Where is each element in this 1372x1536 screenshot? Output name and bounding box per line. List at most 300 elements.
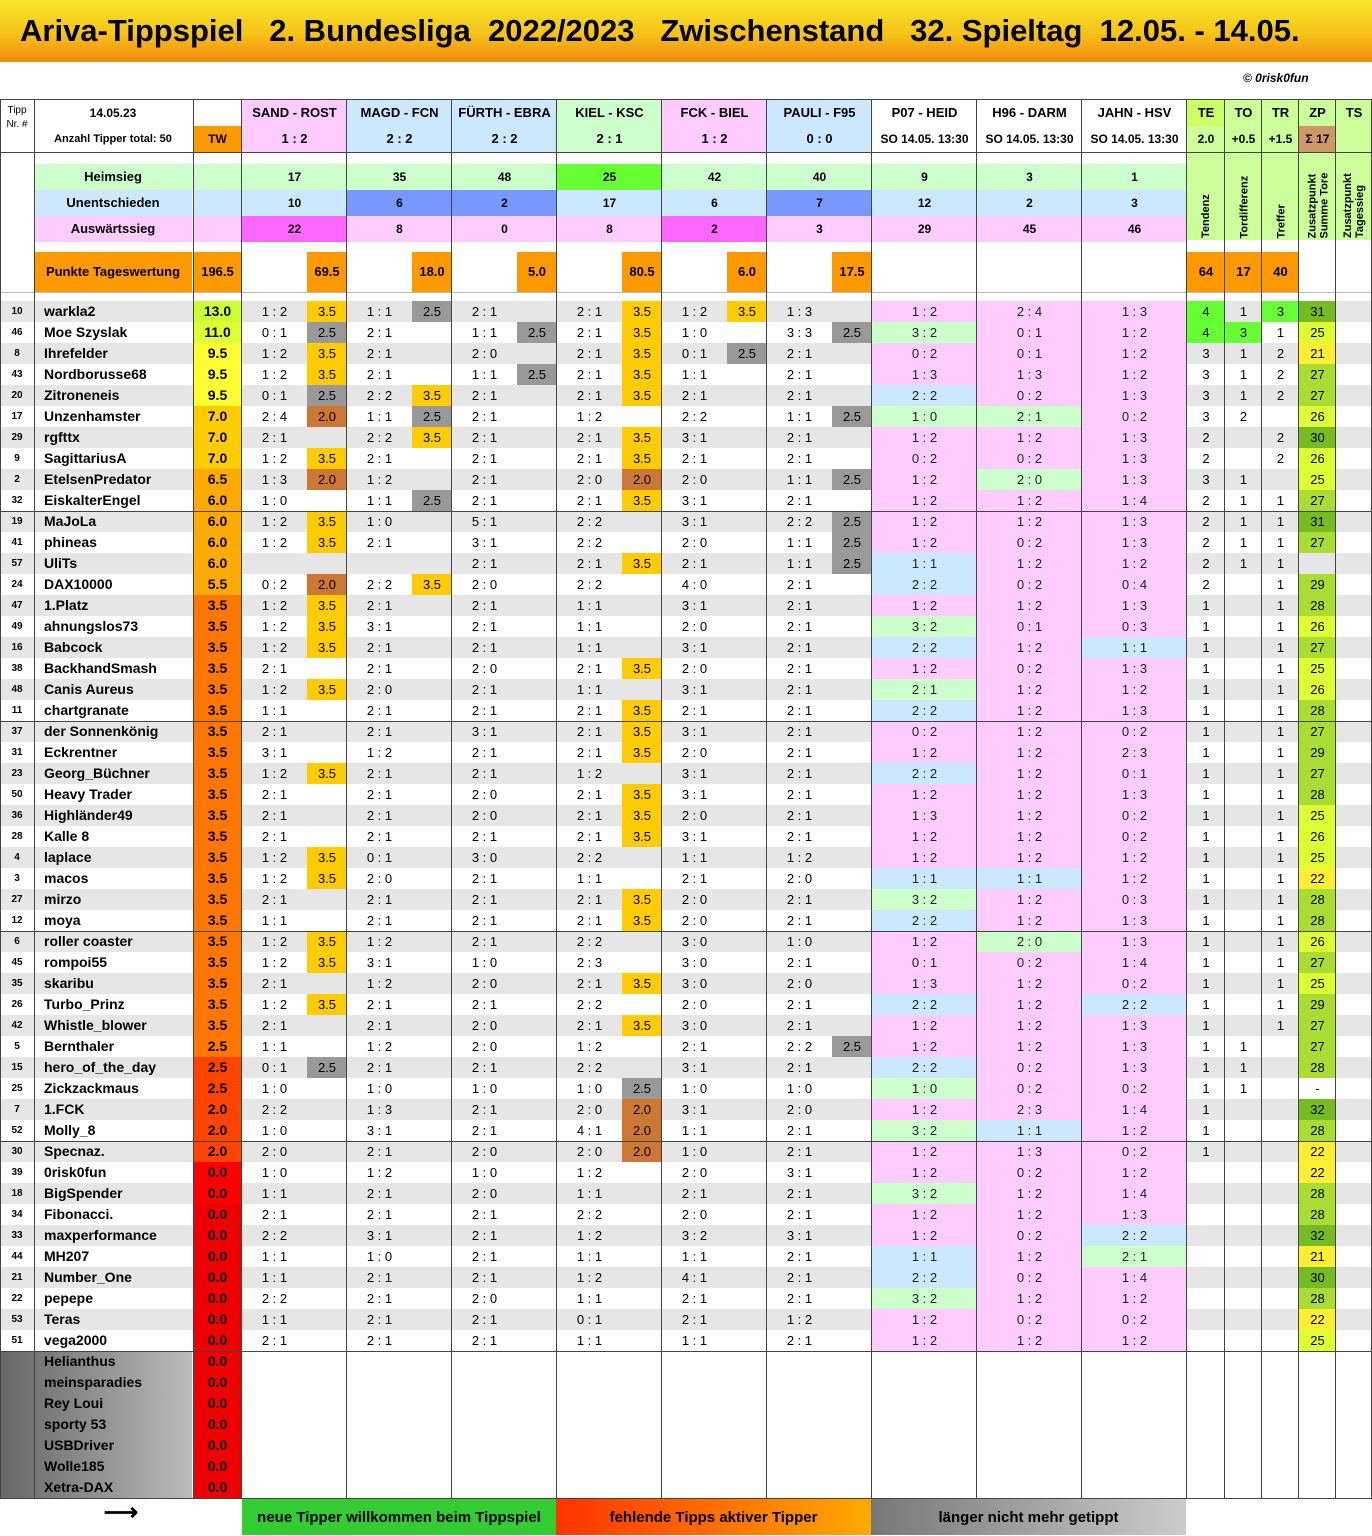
tipper-tip: 2 : 1	[786, 766, 813, 781]
tipper-tip: 1 : 0	[366, 514, 393, 529]
tipper-tip: 2 : 1	[366, 1060, 393, 1075]
tipper-tip: 1 : 2	[977, 1183, 1082, 1204]
tipper-tip: 2 : 1	[786, 682, 813, 697]
tipper-tip: 2 : 2	[872, 1267, 977, 1288]
tipper-tr	[1262, 1309, 1299, 1330]
tipper-tip: 2 : 1	[471, 388, 498, 403]
tipper-tr: 1	[1276, 598, 1285, 613]
tipper-tip: 0 : 2	[977, 658, 1082, 679]
tipper-tip: 1 : 2	[872, 511, 977, 532]
tipper-zp: 28	[1299, 1288, 1336, 1309]
tipper-tip: 2 : 1	[786, 997, 813, 1012]
stat-draw-0: 10	[242, 190, 347, 216]
tipper-nr: 48	[11, 684, 23, 695]
tipper-tip: 2 : 1	[786, 892, 813, 907]
tipper-tr: 1	[1276, 577, 1285, 592]
tipper-points: 3.5	[412, 427, 452, 448]
tipper-tip: 0 : 2	[1082, 406, 1187, 427]
tipper-tip	[242, 1351, 307, 1372]
tipper-tr	[1262, 1183, 1299, 1204]
tipper-tip	[452, 1351, 517, 1372]
tipper-tip	[347, 1414, 412, 1435]
tipper-points: 2.0	[307, 469, 347, 490]
tipper-tip	[242, 1393, 307, 1414]
tipper-tw: 2.5	[194, 1057, 241, 1078]
tipper-tw: 3.5	[194, 931, 241, 952]
tipper-tip: 1 : 4	[1082, 1183, 1187, 1204]
tipper-tip: 2 : 1	[366, 892, 393, 907]
tipper-zp: 28	[1299, 784, 1336, 805]
tipper-tip: 0 : 1	[261, 1060, 288, 1075]
tipper-tw: 0.0	[194, 1351, 241, 1372]
tipper-tr: 2	[1276, 367, 1285, 382]
tipper-tip: 0 : 2	[1082, 805, 1187, 826]
grid-line	[1298, 99, 1299, 1498]
tipper-to: 1	[1239, 367, 1248, 382]
tipper-tip: 2 : 0	[471, 976, 498, 991]
tipper-te	[1187, 1267, 1225, 1288]
tipper-nr: 49	[11, 621, 23, 632]
tipper-te: 1	[1202, 955, 1210, 970]
tipper-nr	[0, 1435, 34, 1456]
tipper-to	[1225, 1288, 1262, 1309]
tipper-tw: 6.0	[194, 511, 241, 532]
tipper-tip: 2 : 2	[1082, 994, 1187, 1015]
tipper-tip: 1 : 3	[1082, 784, 1187, 805]
tipper-tip	[452, 1372, 517, 1393]
tipper-tip: 1 : 0	[471, 1081, 498, 1096]
grid-line	[0, 931, 1372, 932]
tipper-points: 3.5	[622, 490, 662, 511]
tipper-te: 4	[1187, 322, 1225, 343]
tipper-tip: 2 : 1	[786, 430, 813, 445]
tipper-tip: 2 : 1	[576, 745, 603, 760]
tipper-tip: 1 : 2	[261, 598, 288, 613]
tipper-tip: 1 : 1	[261, 1039, 288, 1054]
tipper-tip: 2 : 1	[261, 787, 288, 802]
tipper-tip: 1 : 2	[977, 700, 1082, 721]
tipper-points: 2.0	[622, 1099, 662, 1120]
tipper-tip	[347, 1351, 412, 1372]
tipper-nr: 15	[11, 1062, 23, 1073]
tipper-points: 3.5	[307, 343, 347, 364]
tipper-nr	[0, 1477, 34, 1498]
tipper-tip: 1 : 0	[366, 1081, 393, 1096]
tipper-name: Wolle185	[44, 1458, 105, 1474]
tipper-tip: 2 : 1	[471, 640, 498, 655]
tipper-tip: 2 : 1	[786, 619, 813, 634]
tipper-tip: 2 : 1	[471, 598, 498, 613]
tipper-zp: 29	[1299, 994, 1336, 1015]
tipper-tr: 1	[1276, 682, 1285, 697]
tipper-tip: 2 : 1	[471, 304, 498, 319]
tipper-tip: 2 : 1	[471, 766, 498, 781]
tipper-tip: 2 : 1	[471, 472, 498, 487]
tipper-tip: 3 : 1	[366, 955, 393, 970]
tipper-tip: 2 : 1	[786, 808, 813, 823]
tipper-points: 3.5	[622, 889, 662, 910]
tipper-tip: 2 : 2	[872, 910, 977, 931]
tipper-tip: 1 : 2	[977, 553, 1082, 574]
tipper-points: 2.5	[307, 385, 347, 406]
tipper-to	[1225, 994, 1262, 1015]
tipper-tw: 3.5	[194, 763, 241, 784]
tipper-nr: 41	[11, 537, 23, 548]
tipper-tw: 3.5	[194, 826, 241, 847]
tipper-tip: 2 : 2	[576, 1207, 603, 1222]
tipper-tw: 3.5	[194, 868, 241, 889]
tipper-tip: 1 : 2	[366, 1165, 393, 1180]
tipper-nr: 25	[11, 1083, 23, 1094]
tipper-tr: 2	[1276, 430, 1285, 445]
tipper-tip: 1 : 1	[576, 598, 603, 613]
tipper-tw: 0.0	[194, 1372, 241, 1393]
tipper-te	[1187, 1309, 1225, 1330]
tipper-zp: 26	[1299, 826, 1336, 847]
tipper-tip: 2 : 1	[471, 493, 498, 508]
tipper-tip: 2 : 1	[786, 1123, 813, 1138]
tipper-tip: 2 : 1	[786, 1207, 813, 1222]
tipper-nr: 18	[11, 1188, 23, 1199]
tipper-name: hero_of_the_day	[44, 1059, 157, 1075]
tipper-tip: 2 : 1	[261, 661, 288, 676]
tipper-nr: 44	[11, 1251, 23, 1262]
tipper-tip: 0 : 1	[1082, 763, 1187, 784]
tipper-tip: 0 : 3	[1082, 616, 1187, 637]
tipper-nr: 20	[11, 390, 23, 401]
extra-sub-0: 2.0	[1187, 126, 1225, 152]
tipper-tip: 0 : 2	[977, 574, 1082, 595]
tipper-tip: 2 : 1	[786, 640, 813, 655]
tipper-to	[1225, 1099, 1262, 1120]
tipper-tip: 2 : 0	[681, 1207, 708, 1222]
tipper-tip: 2 : 0	[576, 1144, 603, 1159]
tipper-tip	[767, 1414, 832, 1435]
tipper-tip: 1 : 2	[977, 511, 1082, 532]
tipper-tip: 3 : 3	[786, 325, 813, 340]
tipper-te	[1187, 1204, 1225, 1225]
tipper-tip: 2 : 1	[576, 556, 603, 571]
tipper-tip: 2 : 1	[471, 1060, 498, 1075]
tipper-tip: 0 : 2	[977, 385, 1082, 406]
tipper-tip: 2 : 1	[786, 955, 813, 970]
tipper-nr: 33	[11, 1230, 23, 1241]
tipper-tip: 2 : 1	[471, 1333, 498, 1348]
tipper-points: 2.5	[307, 1057, 347, 1078]
tipper-tip: 1 : 2	[576, 1165, 603, 1180]
tipper-tip: 1 : 2	[872, 847, 977, 868]
tipper-nr: 2	[14, 474, 20, 485]
tipper-tip: 0 : 2	[977, 1267, 1082, 1288]
tipper-to	[1225, 1225, 1262, 1246]
header-date: 14.05.23	[89, 106, 137, 120]
tipper-tip: 1 : 2	[261, 934, 288, 949]
tipper-name: Highländer49	[44, 807, 133, 823]
match-points-1: 18.0	[412, 252, 452, 292]
tipper-zp: 25	[1299, 658, 1336, 679]
stat-home-3: 25	[557, 164, 662, 190]
tipper-tip: 1 : 2	[576, 1039, 603, 1054]
tipper-tip: 2 : 2	[576, 514, 603, 529]
tipper-tip	[662, 1477, 727, 1498]
tipper-points: 3.5	[622, 742, 662, 763]
tipper-tip: 3 : 1	[681, 724, 708, 739]
tipper-tip: 4 : 0	[681, 577, 708, 592]
tipper-tip: 2 : 0	[681, 535, 708, 550]
match-result-3: 2 : 1	[557, 126, 662, 152]
tipper-tip: 1 : 2	[977, 1288, 1082, 1309]
legend	[0, 1498, 1372, 1535]
grid-line	[0, 152, 1372, 153]
tipper-tip: 1 : 1	[786, 556, 813, 571]
tipper-tw: 3.5	[194, 742, 241, 763]
tipper-tip: 1 : 1	[261, 1186, 288, 1201]
grid-line	[0, 292, 1372, 293]
extra-desc-1: Tordifferenz	[1237, 175, 1250, 238]
tipper-points: 3.5	[622, 343, 662, 364]
tipper-points: 2.5	[832, 511, 872, 532]
tipper-tip: 2 : 1	[576, 829, 603, 844]
tipper-tip: 2 : 1	[471, 1207, 498, 1222]
tipper-tip: 0 : 2	[977, 1309, 1082, 1330]
tipper-tip: 2 : 2	[576, 577, 603, 592]
tipper-tip	[767, 1456, 832, 1477]
grid-line	[346, 99, 347, 1498]
tipper-name: 1.Platz	[44, 597, 89, 613]
tipper-tip: 0 : 2	[1082, 1078, 1187, 1099]
tipper-tip: 3 : 0	[471, 850, 498, 865]
tipper-to	[1225, 1120, 1262, 1141]
tipper-tip: 2 : 1	[786, 1060, 813, 1075]
tipper-tip: 2 : 0	[471, 787, 498, 802]
tipper-te	[1187, 1225, 1225, 1246]
tipper-tr	[1262, 1372, 1299, 1393]
tipper-tip: 3 : 1	[471, 535, 498, 550]
tipper-points: 2.5	[832, 406, 872, 427]
stat-away-1: 8	[347, 216, 452, 242]
tipper-tip: 2 : 0	[471, 1039, 498, 1054]
tipper-tip	[662, 1456, 727, 1477]
tipper-tip	[977, 1435, 1082, 1456]
tipper-to	[1225, 1183, 1262, 1204]
tipper-te: 2	[1202, 577, 1210, 592]
tipper-zp: 27	[1299, 385, 1336, 406]
tipper-tw: 9.5	[194, 364, 241, 385]
tipper-tip: 1 : 2	[261, 871, 288, 886]
tipper-tip: 1 : 1	[872, 553, 977, 574]
tipper-te: 1	[1202, 892, 1210, 907]
tipper-tip	[1082, 1456, 1187, 1477]
tipper-tip: 2 : 1	[261, 1207, 288, 1222]
tipper-tip: 1 : 2	[261, 367, 288, 382]
tipper-tip: 4 : 1	[576, 1123, 603, 1138]
tipper-tip: 1 : 2	[261, 619, 288, 634]
tipper-tip: 1 : 4	[1082, 1267, 1187, 1288]
tipper-tip: 2 : 0	[681, 619, 708, 634]
tipper-points: 3.5	[622, 553, 662, 574]
tipper-tip: 2 : 2	[366, 430, 393, 445]
tipper-tip: 2 : 1	[471, 451, 498, 466]
tipper-tip	[872, 1477, 977, 1498]
tipper-tw: 0.0	[194, 1456, 241, 1477]
tipper-tip: 1 : 2	[872, 1204, 977, 1225]
tipper-tw: 0.0	[194, 1414, 241, 1435]
tipper-tip: 2 : 1	[366, 829, 393, 844]
tipper-tip: 2 : 0	[977, 931, 1082, 952]
tipper-points: 3.5	[622, 826, 662, 847]
tipper-tip: 0 : 1	[576, 1312, 603, 1327]
tipper-tip: 2 : 2	[681, 409, 708, 424]
tipper-zp: 27	[1299, 364, 1336, 385]
tipper-tip: 1 : 2	[977, 910, 1082, 931]
tipper-zp: 28	[1299, 1120, 1336, 1141]
tipper-zp: 27	[1299, 532, 1336, 553]
tipper-tip: 1 : 2	[1082, 364, 1187, 385]
tipper-name: Zitroneneis	[44, 387, 120, 403]
tipper-tip: 2 : 0	[471, 661, 498, 676]
tipper-tip: 2 : 2	[576, 1060, 603, 1075]
tipper-tw: 0.0	[194, 1267, 241, 1288]
tipper-zp: 27	[1299, 721, 1336, 742]
tipper-nr: 43	[11, 369, 23, 380]
tipper-tip: 3 : 1	[681, 598, 708, 613]
tipper-nr: 32	[11, 495, 23, 506]
tipper-tip	[662, 1372, 727, 1393]
tipper-te: 1	[1202, 976, 1210, 991]
tipper-zp	[1299, 1456, 1336, 1477]
tipper-tip: 1 : 2	[977, 1204, 1082, 1225]
tipper-tip: 2 : 0	[471, 1144, 498, 1159]
tipper-tip: 1 : 2	[261, 850, 288, 865]
tipper-tip: 2 : 1	[261, 430, 288, 445]
tipper-to	[1225, 721, 1262, 742]
stat-away-4: 2	[662, 216, 767, 242]
tipper-to	[1225, 595, 1262, 616]
match-header-2: FÜRTH - EBRA	[452, 100, 557, 126]
tipper-te: 1	[1202, 682, 1210, 697]
extra-desc-3: Zusatzpunkt Summe Tore	[1305, 172, 1330, 238]
tipper-tw: 2.5	[194, 1078, 241, 1099]
tipper-tip: 3 : 1	[681, 682, 708, 697]
tipper-points: 3.5	[622, 448, 662, 469]
tipper-tip: 1 : 2	[872, 427, 977, 448]
tipper-name: Zickzackmaus	[44, 1080, 139, 1096]
tipper-tip: 1 : 1	[872, 868, 977, 889]
tipper-tip: 2 : 1	[261, 1018, 288, 1033]
tipper-te: 1	[1202, 1018, 1210, 1033]
tipper-tip: 2 : 1	[786, 913, 813, 928]
tipper-points: 3.5	[622, 721, 662, 742]
tipper-name: DAX10000	[44, 576, 113, 592]
stat-home-4: 42	[662, 164, 767, 190]
tipper-nr: 36	[11, 810, 23, 821]
tipper-tip: 2 : 1	[366, 1270, 393, 1285]
tipper-points: 3.5	[622, 385, 662, 406]
stat-away-0: 22	[242, 216, 347, 242]
tipper-name: Canis Aureus	[44, 681, 134, 697]
match-result-1: 2 : 2	[347, 126, 452, 152]
tipper-tip: 2 : 1	[786, 703, 813, 718]
tipper-points: 3.5	[307, 847, 347, 868]
tipper-to	[1225, 658, 1262, 679]
tipper-tip: 0 : 2	[1082, 826, 1187, 847]
tipper-tip: 1 : 2	[872, 658, 977, 679]
tipper-tip: 1 : 3	[872, 364, 977, 385]
tipper-tip: 2 : 1	[471, 745, 498, 760]
tipper-to: 1	[1239, 304, 1248, 319]
tipper-name: Ihrefelder	[44, 345, 108, 361]
tipper-tip: 1 : 2	[872, 1015, 977, 1036]
tipper-tip: 2 : 0	[471, 1291, 498, 1306]
tipper-to	[1225, 910, 1262, 931]
tipper-points: 3.5	[307, 532, 347, 553]
tipper-tip: 2 : 1	[366, 640, 393, 655]
extra-sub-4	[1336, 126, 1372, 152]
tipper-points: 2.5	[412, 490, 452, 511]
tipper-tip: 2 : 2	[1082, 1225, 1187, 1246]
tipper-nr	[0, 1414, 34, 1435]
grid-line	[1335, 99, 1336, 1498]
tipper-name: Nordborusse68	[44, 366, 147, 382]
tipper-points: 3.5	[622, 700, 662, 721]
tipper-tip: 1 : 2	[977, 1246, 1082, 1267]
tipper-tip: 2 : 0	[576, 1102, 603, 1117]
tipper-tw: 3.5	[194, 784, 241, 805]
tipper-tip: 2 : 1	[261, 808, 288, 823]
tipper-tip: 0 : 2	[977, 1225, 1082, 1246]
match-result-0: 1 : 2	[242, 126, 347, 152]
tipper-tip: 2 : 0	[786, 1102, 813, 1117]
tipper-tip: 2 : 1	[576, 451, 603, 466]
tipper-tip	[452, 1393, 517, 1414]
tipper-tw: 13.0	[194, 301, 241, 322]
tipper-tip	[557, 1393, 622, 1414]
tipper-to	[1225, 448, 1262, 469]
tipper-tip: 0 : 1	[977, 616, 1082, 637]
tipper-tr: 1	[1276, 661, 1285, 676]
extra-header-1: TO	[1225, 100, 1262, 126]
tipper-tip: 1 : 0	[872, 1078, 977, 1099]
tipper-tip	[1082, 1351, 1187, 1372]
tipper-tip: 2 : 1	[681, 556, 708, 571]
tipper-tip: 1 : 3	[1082, 469, 1187, 490]
tipper-tip: 2 : 1	[471, 1123, 498, 1138]
tipper-zp: 32	[1299, 1099, 1336, 1120]
tipper-tip: 2 : 1	[366, 661, 393, 676]
tipper-tip: 2 : 1	[366, 703, 393, 718]
tipper-zp: 21	[1299, 1246, 1336, 1267]
tipper-tip: 0 : 1	[977, 322, 1082, 343]
tipper-tip	[347, 1435, 412, 1456]
stat-draw-7: 2	[977, 190, 1082, 216]
tipper-tip: 1 : 1	[576, 1249, 603, 1264]
tipper-nr: 24	[11, 579, 23, 590]
tipper-tip	[557, 1372, 622, 1393]
tipper-tip	[767, 1477, 832, 1498]
tipper-tip: 2 : 1	[786, 598, 813, 613]
tipper-tr: 1	[1276, 934, 1285, 949]
tipper-to: 1	[1239, 472, 1248, 487]
tipper-tr	[1262, 1225, 1299, 1246]
tipper-tip: 1 : 2	[366, 934, 393, 949]
tw-header: TW	[194, 126, 241, 152]
tipper-te: 1	[1202, 871, 1210, 886]
tipper-tr: 2	[1276, 388, 1285, 403]
tipper-tr: 1	[1276, 808, 1285, 823]
tipper-to	[1225, 742, 1262, 763]
tipper-tip: 2 : 1	[576, 304, 603, 319]
tipper-tip: 0 : 2	[1082, 1309, 1187, 1330]
